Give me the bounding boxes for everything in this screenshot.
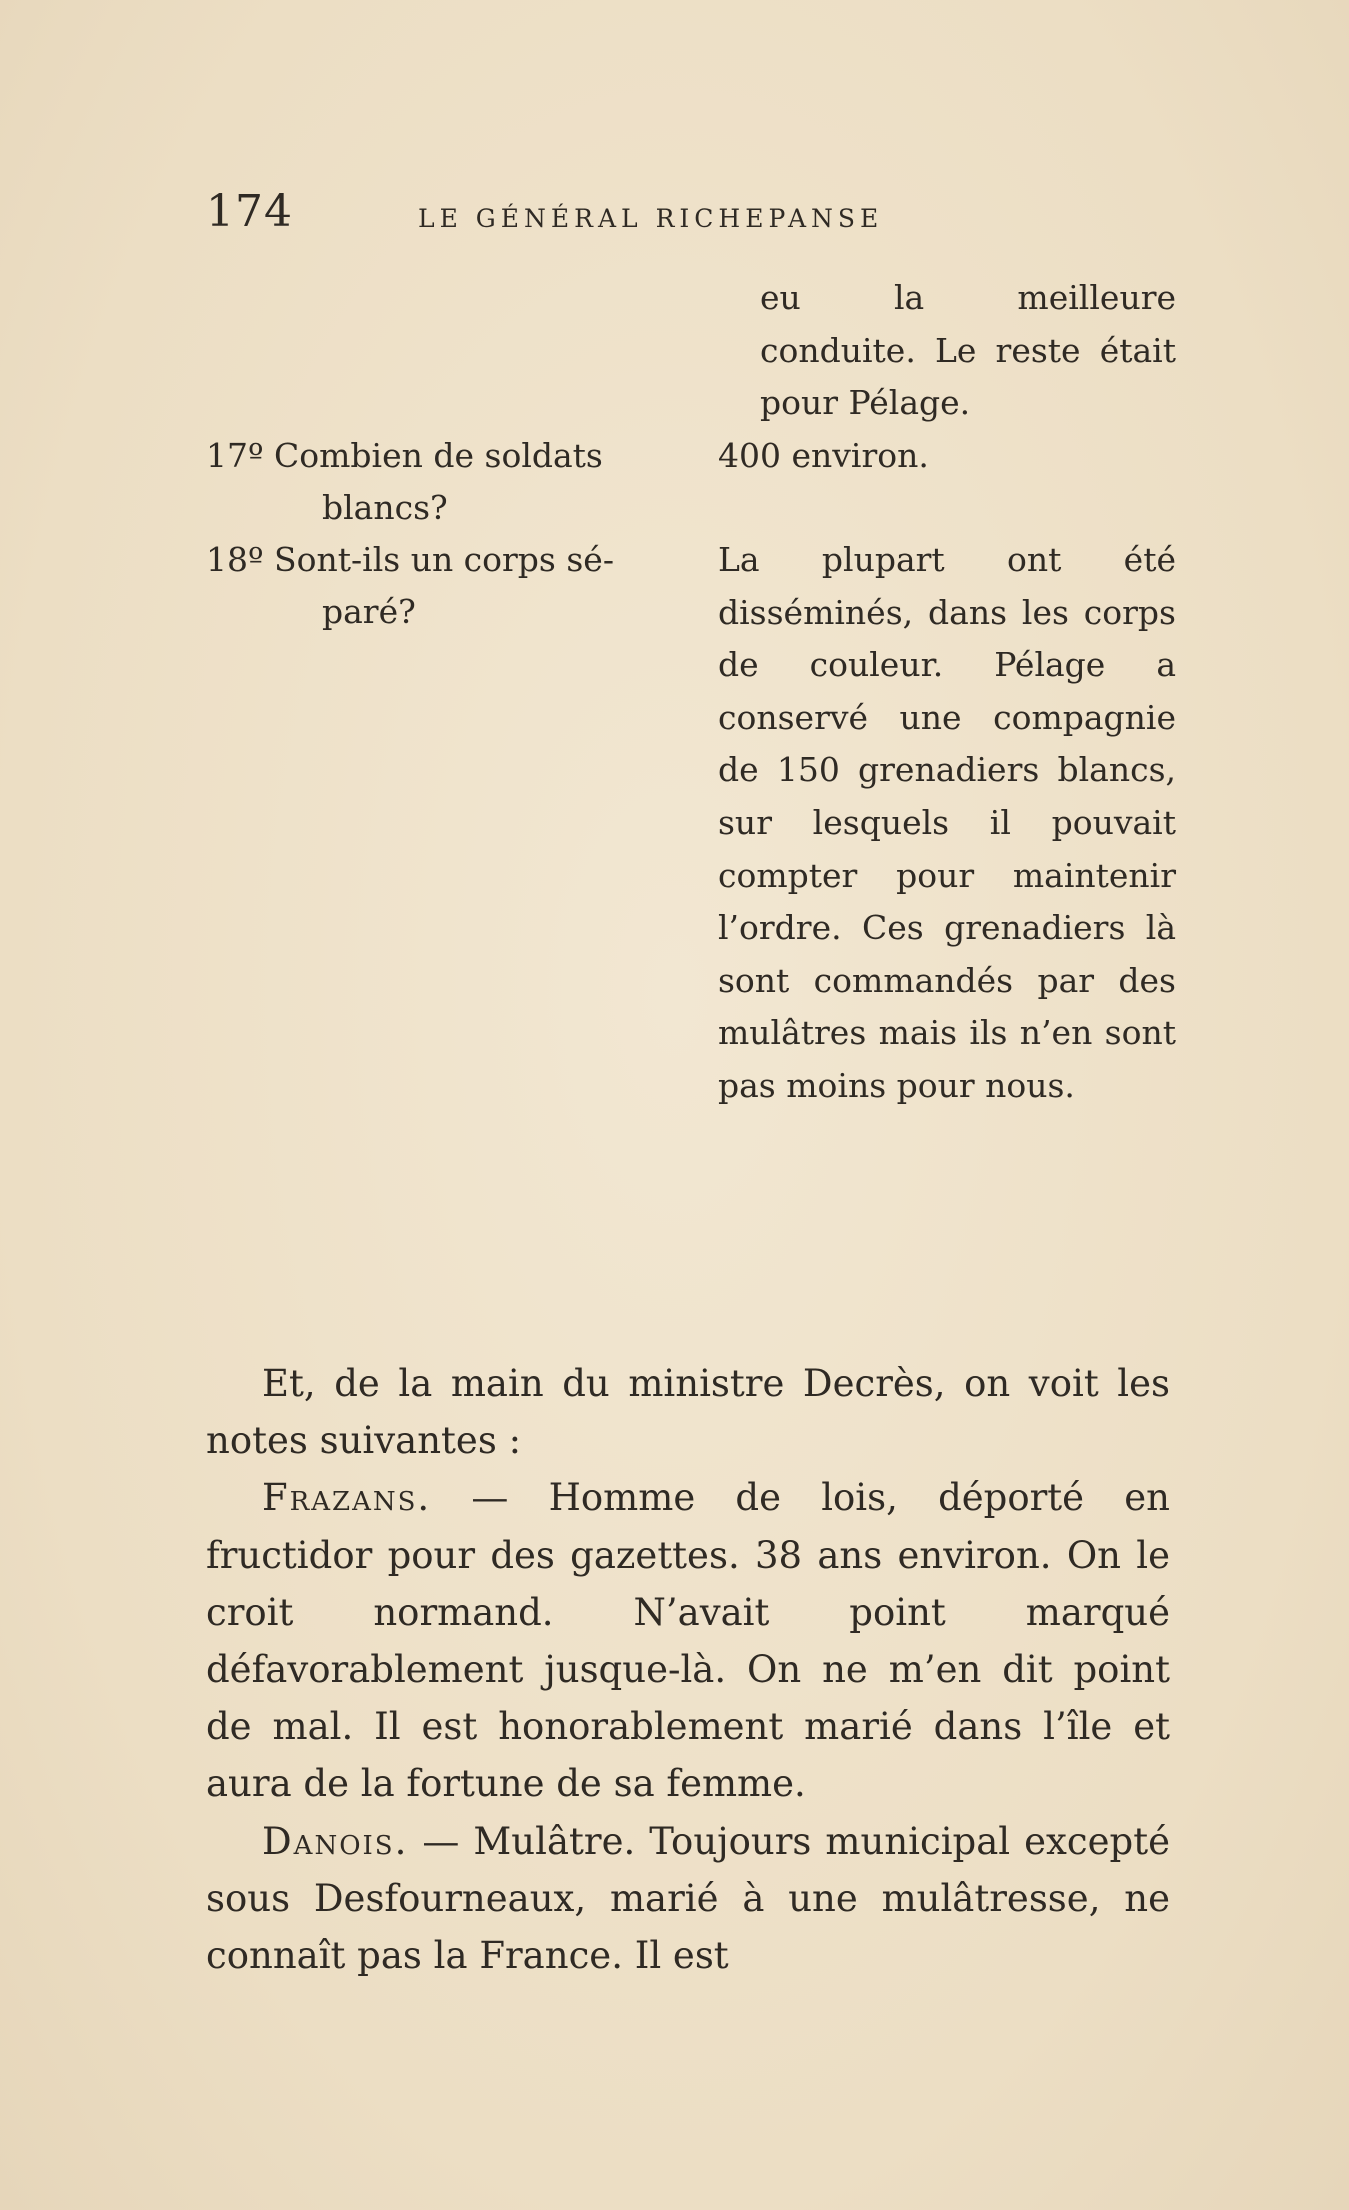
question-17 xyxy=(206,430,676,534)
question-number: 17º xyxy=(206,436,264,475)
question-18 xyxy=(206,534,676,638)
entry-name: Frazans. xyxy=(262,1476,432,1520)
question-text: Combien de soldats xyxy=(274,436,603,475)
continued-answer: eu la meilleure conduite. Le reste était pour Pélage. xyxy=(760,278,1176,423)
running-head-title: LE GÉNÉRAL RICHEPANSE xyxy=(418,204,884,233)
question-text: Sont-ils un corps sé- xyxy=(274,540,614,579)
page-number: 174 xyxy=(206,186,293,237)
running-head xyxy=(206,186,1166,246)
entry-name: Danois. xyxy=(262,1819,409,1863)
entry-text: — Mulâtre. Toujours municipal excepté sous Desfourneaux, marié à une mulâtresse, ne connaît pas la France. Il est xyxy=(206,1819,1170,1978)
question-number: 18º xyxy=(206,540,264,579)
answer-18: La plupart ont été disséminés, dans les corps de couleur. Pélage a conservé une compagnie de 150 grenadiers blancs, sur lesquels il pouvait compter pour maintenir l’ordre. Ces grenadiers là sont commandés par des mulâtres mais ils n’en sont pas moins pour nous. xyxy=(718,540,1176,1105)
question-text-continued: paré? xyxy=(322,592,416,631)
body-text xyxy=(206,1355,1170,1984)
entry-paragraph xyxy=(206,1813,1170,1985)
entry-text: — Homme de lois, déporté en fructidor pour des gazettes. 38 ans environ. On le croit normand. N’avait point marqué défavorablement jusque-là. On ne m’en dit point de mal. Il est honorablement marié dans l’île et aura de la fortune de sa femme. xyxy=(206,1476,1170,1806)
intro-paragraph: Et, de la main du ministre Decrès, on voit les notes suivantes : xyxy=(206,1362,1170,1463)
question-text-continued: blancs? xyxy=(322,488,448,527)
answer-17: 400 environ. xyxy=(718,436,929,475)
entry-paragraph xyxy=(206,1469,1170,1812)
